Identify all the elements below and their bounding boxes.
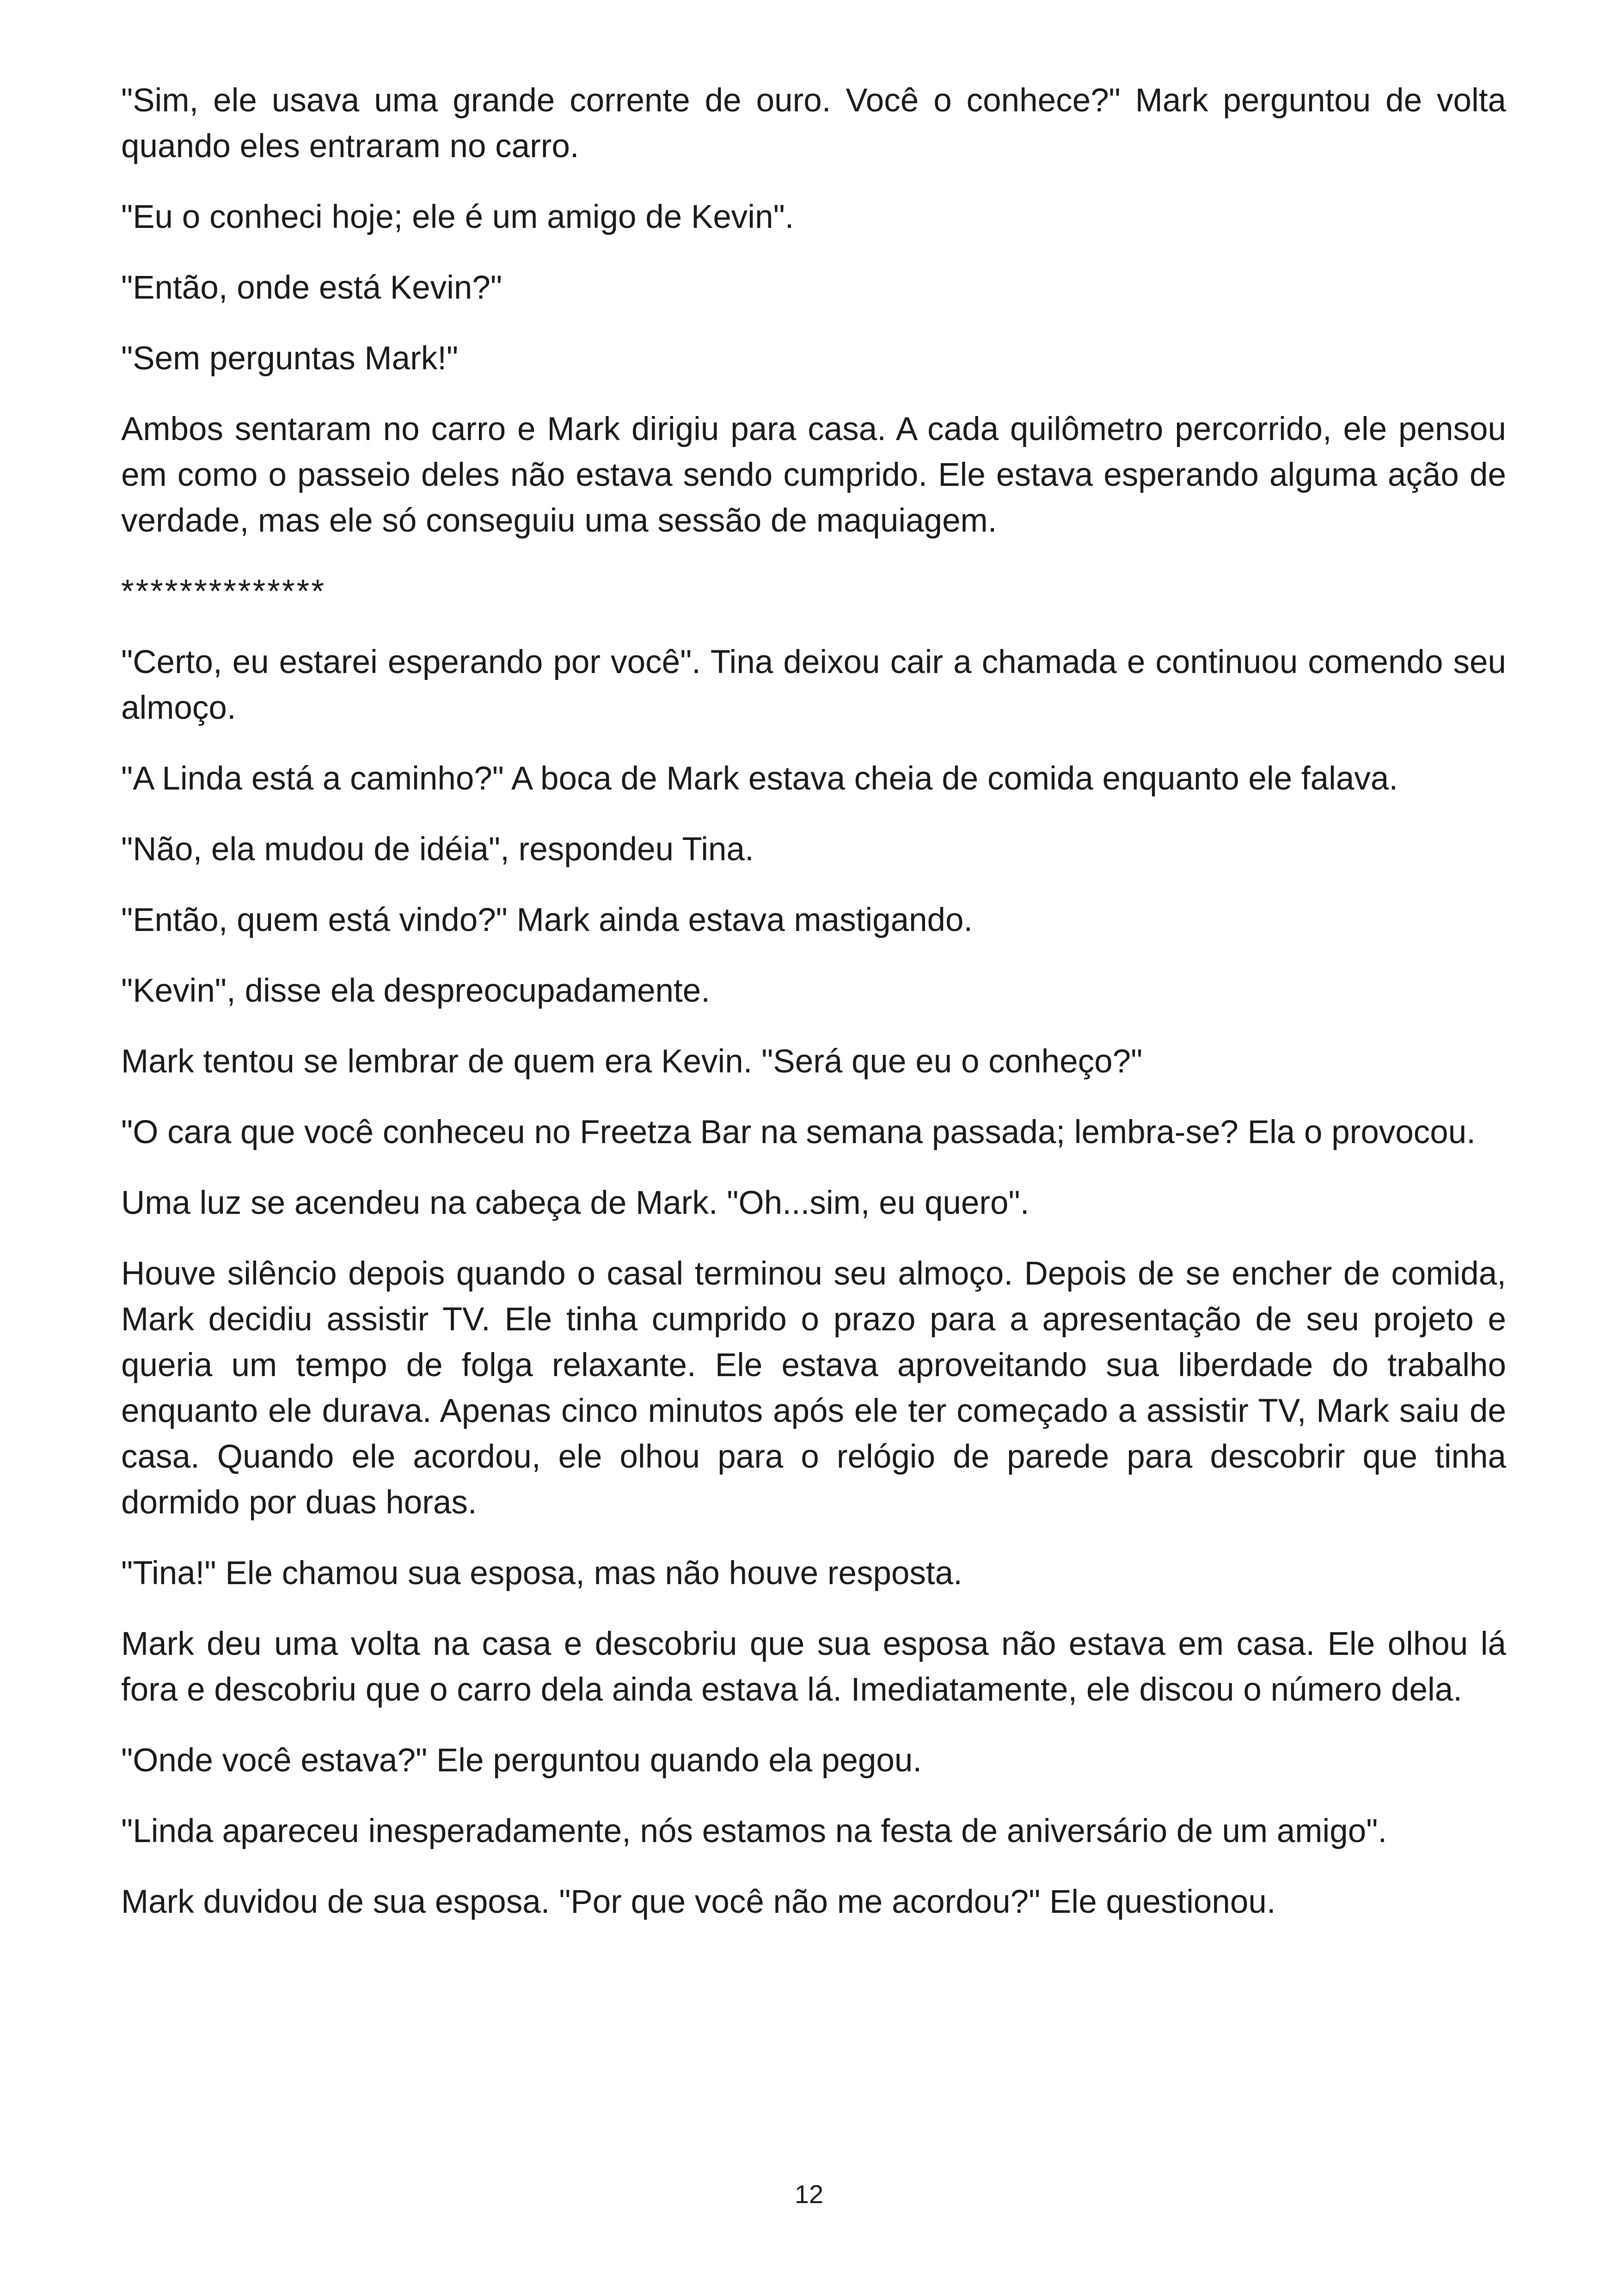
paragraph: "Tina!" Ele chamou sua esposa, mas não houve resposta. xyxy=(121,1555,962,1592)
paragraph: "Então, onde está Kevin?" xyxy=(121,269,503,306)
paragraph: "Sim, ele usava uma grande corrente de ouro. Você o conhece?" Mark perguntou de volta quando eles entraram no carro. xyxy=(121,82,1506,165)
paragraph: Ambos sentaram no carro e Mark dirigiu para casa. A cada quilômetro percorrido, ele pensou em como o passeio deles não estava sendo cumprido. Ele estava esperando alguma ação de verdade, mas ele só conseguiu uma sessão de maquiagem. xyxy=(121,411,1506,539)
paragraph: "Não, ela mudou de idéia", respondeu Tina. xyxy=(121,831,754,868)
paragraph: "A Linda está a caminho?" A boca de Mark estava cheia de comida enquanto ele falava. xyxy=(121,760,1398,797)
paragraph: "O cara que você conheceu no Freetza Bar na semana passada; lembra-se? Ela o provocou. xyxy=(121,1114,1476,1151)
paragraph: Mark duvidou de sua esposa. "Por que você não me acordou?" Ele questionou. xyxy=(121,1884,1276,1920)
page-number: 12 xyxy=(794,2180,824,2209)
paragraph: Houve silêncio depois quando o casal terminou seu almoço. Depois de se encher de comida, Mark decidiu assistir TV. Ele tinha cumprido o prazo para a apresentação de seu projeto e queria um tempo de folga relaxante. Ele estava aproveitando sua liberdade do trabalho enquanto ele durava. Apenas cinco minutos após ele ter começado a assistir TV, Mark saiu de casa. Quando ele acordou, ele olhou para o relógio de parede para descobrir que tinha dormido por duas horas. xyxy=(121,1255,1506,1521)
paragraph: "Então, quem está vindo?" Mark ainda estava mastigando. xyxy=(121,902,973,938)
paragraph: "Onde você estava?" Ele perguntou quando ela pegou. xyxy=(121,1742,922,1779)
paragraph: "Kevin", disse ela despreocupadamente. xyxy=(121,973,710,1009)
document-body xyxy=(121,78,1506,1950)
paragraph: "Linda apareceu inesperadamente, nós estamos na festa de aniversário de um amigo". xyxy=(121,1813,1387,1849)
paragraph: "Eu o conheci hoje; ele é um amigo de Kevin". xyxy=(121,199,794,235)
paragraph: "Sem perguntas Mark!" xyxy=(121,340,459,377)
paragraph: Mark deu uma volta na casa e descobriu que sua esposa não estava em casa. Ele olhou lá fora e descobriu que o carro dela ainda estava lá. Imediatamente, ele discou o número dela. xyxy=(121,1626,1506,1708)
paragraph: Mark tentou se lembrar de quem era Kevin. "Será que eu o conheço?" xyxy=(121,1043,1143,1080)
paragraph: "Certo, eu estarei esperando por você". Tina deixou cair a chamada e continuou comendo seu almoço. xyxy=(121,644,1506,726)
paragraph: Uma luz se acendeu na cabeça de Mark. "Oh...sim, eu quero". xyxy=(121,1185,1030,1221)
section-separator: ************** xyxy=(121,573,326,610)
